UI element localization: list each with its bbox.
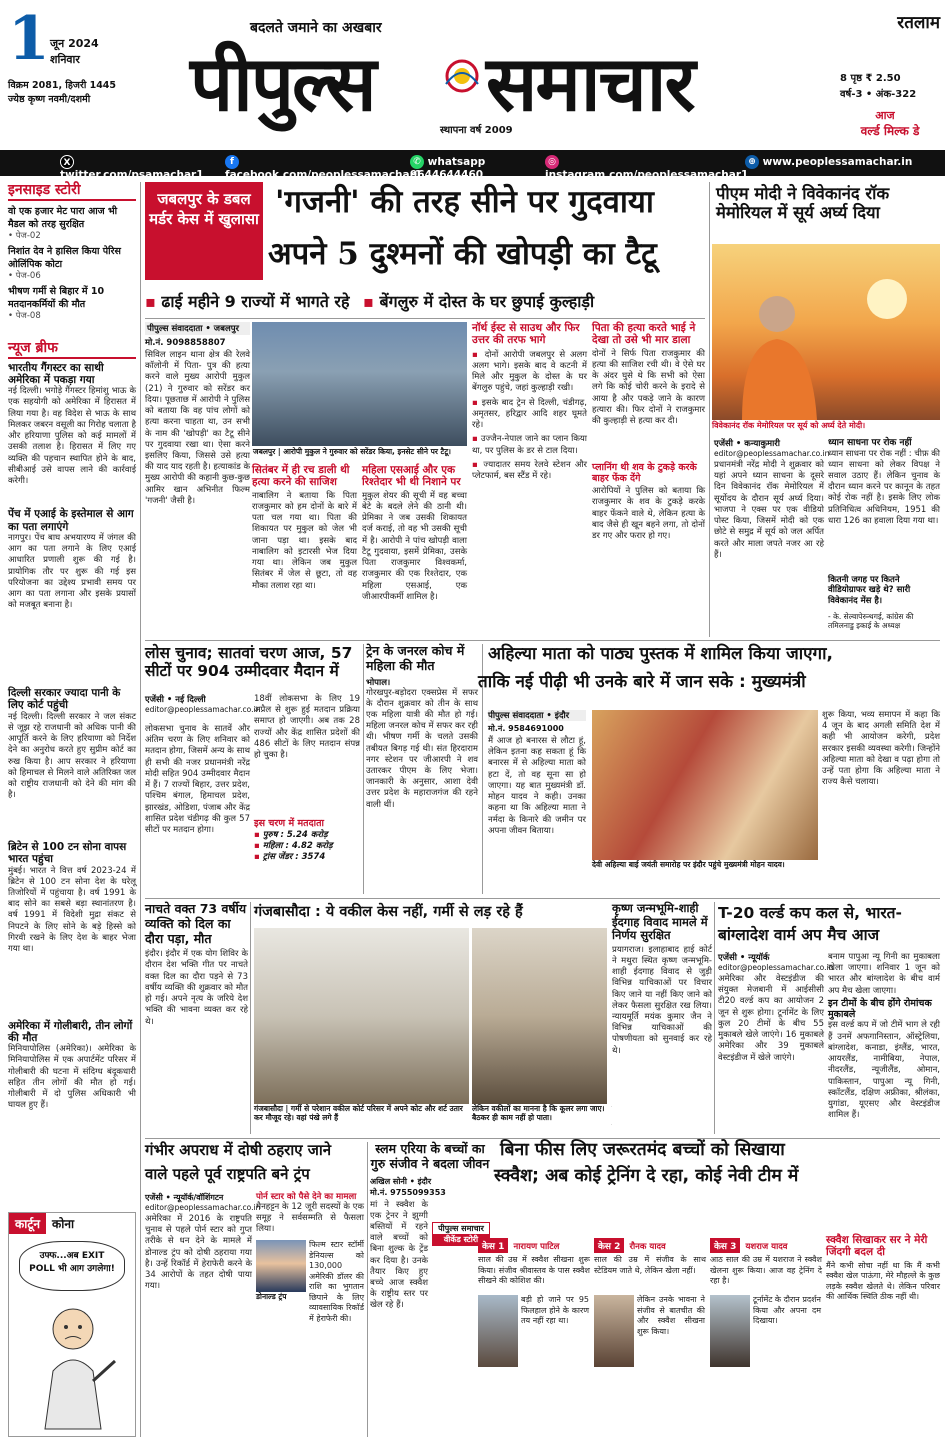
squash-case-1: [478, 1234, 590, 1437]
ahilya-headline-1: अहिल्या माता को पाठ्य पुस्तक में शामिल किया जाएगा,: [488, 644, 833, 664]
ahilya-photo: [592, 710, 818, 894]
ls-stat: ▪ ट्रांस जेंडर : 3574: [254, 851, 360, 862]
t20-col-2: [828, 952, 940, 1134]
lead-headline-1: 'गजनी' की तरह सीने पर गुदवाया: [275, 184, 654, 220]
t20-byline: एजेंसी • न्यूयॉर्क: [718, 953, 770, 963]
ahilya-col-2: शुरू किया, भव्य समापन में कहा कि 4 जून के बाद अगली समिति देश में कही भी आयोजन करेगी, प्रदेश सरकार इसकी व्यवस्था करेगी। जिन्होंने अहिल्या माता को देखा व पढ़ा होगा तो उन्हें पता होगा कि अहिल्या माता ने राज्य कैसे चलाया।: [822, 710, 940, 788]
modi-quote: कितनी जगह पर कितने वीडियोग्राफर खड़े थे? सारी विवेकानंद मेंस है।: [828, 574, 911, 606]
lead-sh1-body: नाबालिग ने बताया कि पिता राजकुमार को हम दोनों के बारे में पता चल गया था। पिता की शिकायत पर मुकुल को जेल भी जाना पड़ा था। इसके बाद नाबालिग को इटारसी भेज दिया गया था। लेकिन जब मुकुल सितंबर में जेल से छूटा, तो वह मौका तलाश रहा था।: [252, 490, 357, 591]
squash-headline-2: स्क्वैश; अब कोई ट्रेनिंग दे रहा, कोई नेवी टीम में: [494, 1166, 799, 1186]
lead-sh3-item: ▪ ज्यादातर समय रेलवे स्टेशन और प्लेटफार्म, बस स्टैंड में रहे।: [472, 460, 587, 482]
cartoon-label: कार्टून: [9, 1213, 46, 1234]
lead-badge: जबलपुर के डबल मर्डर केस में खुलासा: [145, 182, 263, 280]
ahilya-caption: देवी अहिल्या बाई जयंती समारोह पर इंदौर पहुंचे मुख्यमंत्री मोहन यादव।: [592, 860, 785, 869]
case-intro: आठ साल की उम्र में यशराज ने स्क्वैश खेलना शुरू किया। आज वह ट्रेनिंग दे रहा है।: [710, 1255, 822, 1286]
lead-photo: [252, 322, 467, 460]
krishna-body: प्रयागराज। इलाहाबाद हाई कोर्ट ने मथुरा स्थित कृष्ण जन्मभूमि-शाही ईदगाह विवाद से जुड़ी विभिन्न याचिकाओं पर विचार किए जाने या नहीं किए जाने को लेकर फैसला सुरक्षित रख लिया। न्यायमूर्ति मयंक कुमार जैन ने विभिन्न याचिकाओं की पोषणीयता को सुनवाई कर रहे थे।: [612, 944, 712, 1056]
brief-title: पेंच में एआई के इस्तेमाल से आग का पता लगाएंगे: [8, 508, 134, 533]
brief-heading: न्यूज ब्रीफ: [8, 340, 136, 359]
trump-body-2: मैनहट्टन के 12 जूरी सदस्यों के एक समूह ने सर्वसम्मति से फैसला लिया।: [256, 1202, 364, 1235]
modi-body: प्रधानमंत्री नरेंद्र मोदी ने शुक्रवार को यहां अपने ध्यान साधना के दूसरे दिन विवेकानंद रॉक मेमोरियल में सूर्योदय के दौरान सूर्य अर्घ्य दिया। भाजपा ने एक्स पर एक वीडियो पोस्ट किया, जिसमें मोदी को एक छोटे से समुद्र में सूर्य को जल अर्पित करते और माला जपते नजर आ रहे हैं।: [714, 460, 824, 560]
trump-photo-caption: डोनाल्ड ट्रंप: [256, 1292, 287, 1302]
ls-email: editor@peoplessamachar.co.in: [145, 705, 261, 714]
t20-body-2: बनाम पापुआ न्यू गिनी का मुकाबला खेला जाएगा। शनिवार 1 जून को भारत और बांग्लादेश के बीच वार्म अप मैच खेला जाएगा।: [828, 952, 940, 996]
lead-byline: पीपुल्स संवाददाता • जबलपुर: [145, 322, 250, 335]
ganj-photo-1-image: [254, 928, 469, 1104]
squash-side-body: मैंने कभी सोचा नहीं था कि मैं कभी स्क्वैश खेल पाऊंगा, मेरे मौहल्ले के कुछ लड़के स्क्वैश खेलते थे। लेकिन परिवार की आर्थिक स्थिति ठीक नहीं थी।: [826, 1260, 940, 1302]
brief-title: दिल्ली सरकार ज्यादा पानी के लिए कोर्ट पहुंची: [8, 687, 121, 712]
ganj-photo-2: [472, 928, 607, 1134]
lead-sh2-title: महिला एसआई और एक रिश्तेदार भी थी निशाने पर: [362, 464, 461, 489]
lead-sh4-title: पिता की हत्या करते भाई ने देखा तो उसे भी मार डाला: [592, 322, 696, 347]
ahilya-phone: मो.नं. 9584691000: [488, 724, 564, 733]
trump-sub: पोर्न स्टार को पैसे देने का मामला: [256, 1192, 357, 1202]
brief-body: मुंबई। भारत ने वित्त वर्ष 2023-24 में ब्रिटेन से 100 टन सोना देश के घरेलू तिजोरियों में पहुंचाया है। वर्ष 1991 के बाद सोने का सबसे बड़ा स्थानांतरण है। वर्ष 1991 में विदेशी मुद्रा संकट से निपटने के लिए सोने के बड़े हिस्से को गिरवी रखने के लिए देश के बाहर भेजा गया था।: [8, 865, 136, 955]
lead-phone: मो.नं. 9098858807: [145, 338, 226, 348]
dance-story: [145, 902, 248, 1134]
slum-body: मां ने स्क्वैश के एक ट्रेनर ने झुग्गी बस्तियों में रहने वाले बच्चों को बिना शुल्क के ट्रेंड कर दिया है। उनके तैयार किए हुए बच्चे आज स्क्वैश के राष्ट्रीय स्तर पर खेल रहे हैं।: [370, 1199, 428, 1311]
case-body: बड़ी हो जाने पर 95 फिलहाल होने के कारण तय नहीं रहा था।: [521, 1295, 589, 1326]
ls-stats-title: इस चरण में मतदाता: [254, 818, 324, 829]
train-headline: ट्रेन के जनरल कोच में महिला की मौत: [366, 643, 465, 673]
lead-sub-2: ▪ बेंगलुरु में दोस्त के घर छुपाई कुल्हाड़ी: [363, 292, 594, 311]
emblem-icon: [444, 58, 480, 94]
edition-block: [840, 10, 940, 150]
t20-sub: इन टीमों के बीच होंगे रोमांचक मुकाबले: [828, 998, 932, 1021]
trump-photo-image: [256, 1240, 306, 1292]
social-instagram[interactable]: [545, 155, 749, 181]
cartoon-label2: कोना: [52, 1217, 75, 1231]
ls-col-1: लोकसभा चुनाव के सातवें और अंतिम चरण के लिए शनिवार को मतदान होगा, जिसमें अन्य के साथ ही सभी की नजर प्रधानमंत्री नरेंद्र मोदी सहित 904 उम्मीदवार मैदान में हैं। 7 राज्यों बिहार, उत्तर प्रदेश, पश्चिम बंगाल, हिमाचल प्रदेश, झारखंड, ओडिशा, पंजाब और केंद्र शासित प्रदेश चंडीगढ़ की कुल 57 सीटों पर मतदान होगा।: [145, 724, 250, 835]
sun-icon: [852, 264, 922, 334]
slum-byline: अखिल सोनी • इंदौर: [370, 1176, 432, 1186]
trump-headline-1: गंभीर अपराध में दोषी ठहराए जाने: [145, 1141, 332, 1159]
squash-side: [826, 1234, 940, 1437]
social-bar: [0, 150, 945, 181]
brief-body: नई दिल्ली। दिल्ली सरकार ने जल संकट से जूझ रहे राजधानी को अधिक पानी की आपूर्ति करने के लिए हरियाणा को निर्देश देने का अनुरोध करते हुए सुप्रीम कोर्ट का रुख किया है। आप सरकार ने हरियाणा को हिमाचल से मिलने वाले अतिरिक्त जल को राष्ट्रीय राजधानी को देने की मांग की है।: [8, 711, 136, 801]
case-name: नारायण पाटिल: [513, 1242, 560, 1252]
modi-photo: [712, 244, 940, 420]
social-web[interactable]: [745, 155, 945, 173]
case-body: टूर्नामेंट के दौरान प्रदर्शन किया और अपना दम दिखाया।: [753, 1295, 821, 1326]
ls-col-2: [254, 694, 360, 892]
case-body: लेकिन उनके भावना ने संजीव से बातचीत की और स्क्वैश सीखना शुरू किया।: [637, 1295, 705, 1336]
case-name: रौनक यादव: [629, 1242, 666, 1252]
social-twitter[interactable]: [60, 155, 220, 181]
lead-sh1-title: सितंबर में ही रच डाली थी हत्या करने की साजिश: [252, 464, 350, 489]
squash-case-2: [594, 1234, 706, 1437]
ganj-caption-1: गंजबासौदा | गर्मी से परेशान वकील कोर्ट परिसर में अपने कोट और शर्ट उतार कर मौजूद रहे। वहां पंखे लगे हैं: [254, 1104, 463, 1122]
pages-price: 8 पृष्ठ ₹ 2.50: [840, 73, 901, 84]
facebook-label: facebook.com/peoplessamachar1: [225, 169, 423, 181]
trump-email: editor@peoplessamachar.co.in: [145, 1203, 261, 1212]
tithi: ज्येष्ठ कृष्ण नवमी/दशमी: [8, 94, 91, 105]
train-byline: भोपाल।: [366, 677, 391, 688]
ahilya-col-1: [488, 710, 586, 894]
dance-headline-2: व्यक्ति को दिल का दौरा पड़ा, मौत: [145, 915, 231, 946]
social-facebook[interactable]: [225, 155, 423, 181]
t20-headline-1: T-20 वर्ल्ड कप कल से, भारत-: [718, 904, 902, 922]
whatsapp-label: whatsapp 9644644460: [410, 156, 486, 181]
modi-email: editor@peoplessamachar.co.in: [714, 449, 830, 458]
lead-sh5-body: आरोपियों ने पुलिस को बताया कि राजकुमार के शव के टुकड़े करके बाहर फेंकने वाले थे, लेकिन हत्या के बाद जैसे ही खून बहने लगा, तो दोनों डर गए और फरार हो गए।: [592, 486, 705, 542]
case-label: केस 3: [710, 1238, 740, 1253]
case-photo: [478, 1295, 518, 1367]
person-silhouette-icon: [722, 284, 832, 420]
instagram-icon: ◎: [545, 155, 559, 169]
train-story: [366, 644, 478, 894]
instagram-label: instagram.com/peoplessamachar1: [545, 169, 749, 181]
slum-logo-2: वीकेंड स्टोरी: [433, 1234, 489, 1245]
ganj-headline: गंजबासौदा : ये वकील केस नहीं, गर्मी से लड़ रहे हैं: [254, 904, 523, 920]
modi-headline: पीएम मोदी ने विवेकानंद रॉक मेमोरियल में सूर्य अर्घ्य दिया: [716, 184, 890, 223]
today-label: आज: [875, 109, 895, 122]
train-body: गोरखपुर-बड़ोदरा एक्सप्रेस में सफर के दौरान शुक्रवार को तीन के साथ एक महिला यात्री की मौत हो गई। महिला जनरल कोच में सफर कर रही थी। भीषण गर्मी के चलते उसकी तबीयत बिगड़ गई थी। संत हिरदाराम नगर स्टेशन पर जीआरपी ने शव उतारकर पीएम के लिए भेजा। जानकारी के अनुसार, आशा देवी उत्तर प्रदेश के महाराजगंज की रहने वाली थीं।: [366, 687, 478, 810]
trump-photo: [256, 1240, 306, 1390]
t20-headline-2: बांग्लादेश वार्म अप मैच आज: [718, 926, 880, 944]
logo-emblem: [444, 58, 480, 94]
krishna-headline: कृष्ण जन्मभूमि-शाही ईदगाह विवाद मामले में निर्णय सुरक्षित: [612, 901, 708, 943]
cartoon-figure-icon: [23, 1301, 123, 1431]
lead-body: सिविल लाइन थाना क्षेत्र की रेलवे कॉलोनी में पिता- पुत्र की हत्या करने वाले मुख्य आरोपी मुकुल (21) ने गुरुवार को सरेंडर कर दिया। पूछताछ में आरोपी ने पुलिस को बताया कि वह पांच लोगों को हत्या करना चाहता था, उन सभी के नाम की 'खोपड़ी' का टैटू सीने पर गुदवाया रखा था। ऐसा करने इसलिए किया, जिससे उसे हत्या की याद याद रहती है। हत्याकांड के मुख्य आरोपी की कहानी कुछ-कुछ आमिर खान अभिनीत फिल्म 'गजनी' जैसी है।: [145, 350, 250, 506]
social-whatsapp[interactable]: [410, 155, 545, 181]
ls-headline: लोस चुनाव; सातवां चरण आज, 57 सीटों पर 904 उम्मीदवार मैदान में: [145, 644, 353, 681]
brief-body: मिनियापोलिस (अमेरिका)। अमेरिका के मिनियापोलिस में एक अपार्टमेंट परिसर में गोलीबारी की घटना में संदिग्ध बंदूकधारी सहित तीन लोगों की मौत हो गई। गोलीबारी में दो पुलिस अधिकारी भी घायल हुए हैं।: [8, 1044, 136, 1111]
masthead-title-left: पीपुल्स: [190, 39, 375, 128]
dance-headline-1: नाचते वक्त 73 वर्षीय: [145, 901, 247, 916]
trump-col-1: [145, 1192, 261, 1437]
lead-sh5-title: प्लानिंग थी शव के टुकड़े करके बाहर फेंक देंगे: [592, 461, 697, 484]
brief-title: भारतीय गैंगस्टर का साथी अमेरिका में पकड़ा गया: [8, 361, 104, 386]
dance-body: इंदौर। इंदौर में एक योग शिविर के दौरान देश भक्ति गीत पर नाचते वक्त दिल का दौरा पड़ने से 73 वर्षीय व्यक्ति की शुक्रवार को मौत हो गई। अपने नृत्य के जरिये देश भक्ति की भावना व्यक्त कर रहे थे।: [145, 949, 248, 1027]
lead-sh3-item: ▪ दोनों आरोपी जबलपुर से अलग अलग भागे। इसके बाद वे कटनी में मिले और मुकुल के दोस्त के घर बेंगलुरु पहुंचे, जहां कुल्हाड़ी रखी।: [472, 350, 587, 395]
modi-sub: ध्यान साधना पर रोक नहीं: [828, 438, 912, 448]
case-name: यशराज यादव: [745, 1242, 788, 1252]
date-month: जून 2024: [50, 37, 99, 50]
inside-heading: इनसाइड स्टोरी: [8, 182, 136, 201]
ganj-photo-1: [254, 928, 469, 1134]
modi-col-2: [828, 438, 940, 638]
date-block: [8, 4, 118, 148]
modi-body-2: ध्यान साधना पर रोक नहीं : चीफ़ की ध्यान साधना को लेकर विपक्ष ने सवाल उठाए हैं। लेकिन चुनाव के दौरान ध्यान करने पर कानून के तहत कोई रोक नहीं है। इसके लिए लोक प्रतिनिधित्व अधिनियम, 1951 की धारा 126 का हवाला दिया गया था।: [828, 448, 940, 526]
lead-sh3-title: नॉर्थ ईस्ट से साउथ और फिर उत्तर की तरफ भागे: [472, 322, 580, 347]
masthead-title-right: समाचार: [486, 39, 694, 128]
lead-sh3-item: ▪ उज्जैन-नेपाल जाने का प्लान किया था, पर पुलिस के डर से टाल दिया।: [472, 434, 587, 456]
ahilya-headline-2: ताकि नई पीढ़ी भी उनके बारे में जान सके : मुख्यमंत्री: [478, 672, 806, 692]
date-weekday: शनिवार: [50, 53, 80, 66]
slum-story: [370, 1142, 490, 1437]
lead-sh3: [472, 322, 587, 624]
lead-sh2-body: मुकुल शेयर की सूची में वह बच्चा बेटे के बदले लेने की ठानी थी। प्रेमिका ने जब उसकी शिकायत दर्ज कराई, तो वह भी उसकी सूची में है। आरोपी ने पांच खोपड़ी वाला टैटू गुदवाया, इसमें प्रेमिका, उसके पिता राजकुमार विश्वकर्मा, राजकुमार की एक रिश्तेदार, एक महिला एसआई, एक जीआरपीकर्मी शामिल है।: [362, 490, 467, 602]
news-brief: [8, 340, 136, 1205]
web-label: www.peoplessamachar.in: [762, 156, 913, 168]
modi-col-1: [714, 438, 830, 638]
lead-sh1: [252, 464, 357, 624]
inside-item-page: • पेज-06: [8, 270, 41, 281]
ahilya-body: मैं आज हो बनारस से लौटा हूं, लेकिन इतना कह सकता हूं कि बनारस में से अहिल्या माता को हटा दें, तो वह सूना सा हो जाएगा। यह बात मुख्यमंत्री डॉ. मोहन यादव ने कही। उनका कहना था कि अहिल्या माता ने नर्मदा के किनारे की जमीन पर अपना जीवन बिताया।: [488, 736, 586, 836]
lead-sh4: [592, 322, 705, 624]
date-day: 1: [8, 4, 50, 74]
inside-item-page: • पेज-02: [8, 230, 41, 241]
cartoon-box: [8, 1212, 136, 1437]
ahilya-byline: पीपुल्स संवाददाता • इंदौर: [488, 710, 586, 721]
ls-body-2: 18वीं लोकसभा के लिए 19 अप्रैल से शुरू हुई मतदान प्रक्रिया समाप्त हो जाएगी। अब तक 28 राज्यों और केंद्र शासित प्रदेशों की 486 सीटों के लिए मतदान संपन्न हो चुका है।: [254, 694, 360, 761]
brief-title: अमेरिका में गोलीबारी, तीन लोगों की मौत: [8, 1019, 133, 1044]
lead-col-1: [145, 322, 250, 622]
case-label: केस 1: [478, 1238, 508, 1253]
founded: स्थापना वर्ष 2009: [440, 125, 513, 136]
tagline: बदलते जमाने का अखबार: [250, 20, 382, 36]
trump-byline: एजेंसी • न्यूयॉर्क/वॉशिंगटन: [145, 1193, 224, 1202]
ls-stat: ▪ पुरुष : 5.24 करोड़: [254, 829, 360, 840]
trump-body: अमेरिका में 2016 के राष्ट्रपति चुनाव से पहले पोर्न स्टार को गुप्त तरीके से धन देने के मामले में डोनाल्ड ट्रंप को दोषी ठहराया गया है। उन्हें रिकॉर्ड में हेराफेरी करने के 34 आरोपों के तहत दोषी पाया गया।: [145, 1214, 252, 1292]
brief-body: नागपुर। पेंच बाघ अभयारण्य में जंगल की आग का पता लगाने के लिए एआई आधारित प्रणाली शुरू की गई है। प्रायोगिक तौर पर शुरू की गई इस परियोजना का उद्देश्य प्रभावी समय पर आग का पता लगाना और इसके प्रयासों को मजबूत बनाना है।: [8, 533, 136, 611]
slum-phone: मो.नं. 9755099353: [370, 1187, 446, 1197]
samvat: विक्रम 2081, हिजरी 1445: [8, 80, 117, 91]
twitter-label: twitter.com/psamachar1: [60, 169, 204, 181]
modi-quote-by: - के. सेल्वापेरुन्थगई, कांग्रेस की तमिलनाडु इकाई के अध्यक्ष: [828, 612, 914, 630]
lead-photo-image: [252, 322, 467, 446]
squash-side-heading: स्क्वैश सिखाकर सर ने मेरी जिंदगी बदल दी: [826, 1234, 928, 1259]
inside-item[interactable]: वो एक हजार मेट पारा आज भी मैडल को तरह सुरक्षित: [8, 205, 118, 230]
brief-title: ब्रिटेन से 100 टन सोना वापस भारत पहुंचा: [8, 840, 127, 866]
year-issue: वर्ष-3 • अंक-322: [840, 89, 917, 100]
x-icon: X: [60, 155, 74, 169]
modi-byline: एजेंसी • कन्याकुमारी: [714, 439, 780, 449]
lead-photo-caption: जबलपुर | आरोपी मुकुल ने गुरुवार को सरेंडर किया, इनसेट सीने पर टैटू।: [252, 446, 467, 457]
inside-item-page: • पेज-08: [8, 310, 41, 321]
case-photo: [710, 1295, 750, 1367]
lead-headline-2: अपने 5 दुश्मनों की खोपड़ी का टैटू: [268, 236, 657, 272]
ahilya-photo-image: [592, 710, 818, 860]
trump-col-2: [256, 1192, 364, 1437]
brief-body: नई दिल्ली। भगोड़े गैंगस्टर हिमांशु भाऊ के एक सहयोगी को अमेरिका में हिरासत में लिया गया है। वह विदेश से भाऊ के साथ मिलकर जबरन वसूली का गिरोह चलाता है और हरियाणा पुलिस को कई मामलों में उसकी तलाश है। हिरासत में लिए गए व्यक्ति की पहचान स्थापित होने के बाद, सीबीआई उसे वापस लाने की कार्रवाई करेगी।: [8, 386, 136, 487]
t20-col-1: [718, 952, 834, 1134]
t20-body: अमेरिका और वेस्टइंडीज की संयुक्त मेजबानी में आईसीसी टी20 वर्ल्ड कप का आयोजन 2 जून से शुरू होगा। टूर्नामेंट के लिए कुल 20 टीमों के बीच 55 मुकाबले खेले जाएंगे। 16 मुकाबले अमेरिका और 39 मुकाबले वेस्टइंडीज में खेले जाएंगे।: [718, 974, 824, 1063]
ls-stat: ▪ महिला : 4.82 करोड़: [254, 840, 360, 851]
lead-subheads: [145, 290, 705, 316]
t20-email: editor@peoplessamachar.co.in: [718, 963, 834, 972]
case-photo: [594, 1295, 634, 1367]
slum-logo-1: पीपुल्स समाचार: [438, 1223, 484, 1233]
today-day: वर्ल्ड मिल्क डे: [860, 124, 920, 138]
ganj-caption-2: लेकिन वकीलों का मानना है कि कूलर लगा जाए। बैठकर ही काम नहीं हो पाता।: [472, 1104, 605, 1122]
trump-headline-2: वाले पहले पूर्व राष्ट्रपति बने ट्रंप: [145, 1165, 310, 1183]
facebook-icon: f: [225, 155, 239, 169]
globe-icon: ⊕: [745, 155, 759, 169]
ls-byline: एजेंसी • नई दिल्ली: [145, 695, 206, 705]
lead-sh3-item: ▪ इसके बाद ट्रेन से दिल्ली, चंडीगढ़, अमृतसर, हरिद्वार आदि शहर घूमते रहे।: [472, 398, 587, 432]
whatsapp-icon: ✆: [410, 155, 424, 169]
squash-headline-1: बिना फीस लिए जरूरतमंद बच्चों को सिखाया: [500, 1140, 785, 1160]
modi-caption: विवेकानंद रॉक मेमोरियल पर सूर्य को अर्घ्य देते मोदी।: [712, 420, 940, 434]
inside-item[interactable]: भीषण गर्मी से बिहार में 10 मतदानकर्मियों की मौत: [8, 285, 105, 310]
slum-headline: स्लम एरिया के बच्चों का गुरु संजीव ने बदला जीवन: [370, 1141, 490, 1171]
case-label: केस 2: [594, 1238, 624, 1253]
inside-item[interactable]: निशांत देव ने हासिल किया पेरिस ओलिंपिक कोटा: [8, 245, 121, 270]
lead-sub-1: ▪ ढाई महीने 9 राज्यों में भागते रहे: [145, 292, 349, 311]
inside-story: [8, 182, 136, 337]
city: रतलाम: [897, 13, 940, 33]
lead-sh4-body: दोनों ने सिर्फ पिता राजकुमार की हत्या की साजिश रची थी। वे ऐसे घर के अंदर घुसे थे कि सभी को ऐसा लगे कि कोई चोरी करने के इरादे से आया है और पकड़े जाने के कारण हत्यारा की। फिर दोनों ने राजकुमार की कुल्हाड़ी से हत्या कर दी।: [592, 348, 705, 427]
t20-body-3: इस वर्ल्ड कप में जो टीमें भाग ले रही हैं उनमें अफगानिस्तान, ऑस्ट्रेलिया, बांग्लादेश, कनाडा, इंग्लैंड, भारत, आयरलैंड, नामीबिया, नेपाल, नीदरलैंड, न्यूजीलैंड, ओमान, पाकिस्तान, पापुआ न्यू गिनी, स्कॉटलैंड, दक्षिण अफ्रीका, श्रीलंका, युगांडा, यूएसए और वेस्टइंडीज शामिल हैं।: [828, 1020, 940, 1121]
squash-case-3: [710, 1234, 822, 1437]
lead-sh2: [362, 464, 467, 624]
case-intro: साल की उम्र में संजीव के साथ स्टेडियम जाते थे, लेकिन खेला नहीं।: [594, 1255, 706, 1275]
trump-body-3: फिल्म स्टार स्टॉर्मी डेनियल्स को 130,000 अमेरिकी डॉलर की राशि का भुगतान छिपाने के लिए व्यावसायिक रिकॉर्ड में हेराफेरी की।: [309, 1240, 364, 1323]
krishna-story: [612, 902, 712, 1134]
cartoon-bubble: उफ्फ...अब EXIT POLL भी आग उगलेगा!: [19, 1241, 125, 1291]
case-intro: साल की उम्र में स्क्वैश सीखना शुरू किया। संजीव श्रीवास्तव के पास स्क्वैश सीखने की कोशिश की।: [478, 1255, 590, 1286]
ganj-photo-2-image: [472, 928, 607, 1104]
